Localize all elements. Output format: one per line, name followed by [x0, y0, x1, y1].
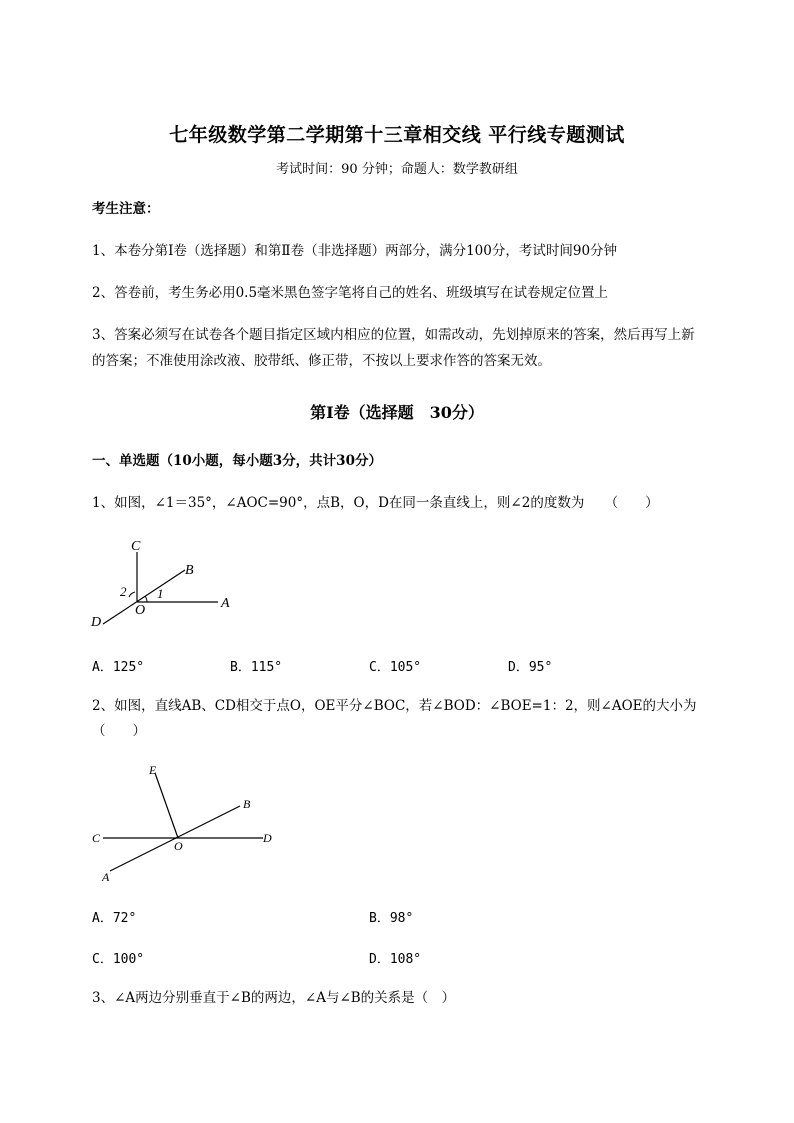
question-1-option-a[interactable]: A．125° — [92, 660, 145, 675]
part-heading: 一、单选题（10小题，每小题3分，共计30分） — [92, 453, 382, 469]
label-d: D — [263, 831, 272, 845]
label-b: B — [185, 563, 194, 578]
label-a: A — [102, 870, 110, 884]
page-title: 七年级数学第二学期第十三章相交线 平行线专题测试 — [169, 124, 625, 146]
question-2-option-d[interactable]: D．108° — [369, 952, 422, 967]
label-o: O — [174, 839, 183, 853]
question-1-option-c[interactable]: C．105° — [369, 660, 422, 675]
label-d: D — [91, 615, 102, 630]
exam-info: 考试时间：90 分钟；命题人：数学教研组 — [276, 162, 518, 177]
ray-oe — [155, 773, 178, 838]
label-c: C — [92, 831, 101, 845]
notice-item-3: 3、答案必须写在试卷各个题目指定区域内相应的位置，如需改动，先划掉原来的答案，然后再写上新 — [92, 327, 695, 343]
section-title: 第Ⅰ卷（选择题 30分） — [310, 403, 484, 422]
label-angle-1: 1 — [157, 586, 164, 601]
question-1-stem: 1、如图，∠1＝35°，∠AOC=90°，点B，O，D在同一条直线上，则∠2的度数为 （ ） — [92, 495, 659, 511]
label-c: C — [131, 539, 141, 554]
question-2-option-b[interactable]: B．98° — [369, 911, 414, 926]
label-o: O — [135, 603, 146, 618]
label-a: A — [221, 596, 230, 611]
question-2-figure — [85, 758, 285, 888]
question-2-stem-cont: （ ） — [92, 723, 146, 739]
angle-2-arc — [129, 592, 135, 597]
label-e: E — [149, 763, 157, 777]
label-angle-2: 2 — [120, 584, 127, 599]
question-1-option-d[interactable]: D．95° — [508, 660, 553, 675]
question-2-stem: 2、如图，直线AB、CD相交于点O，OE平分∠BOC，若∠BOD：∠BOE=1：2，则∠AOE的大小为 — [92, 698, 697, 714]
question-1-option-b[interactable]: B．115° — [230, 660, 283, 675]
notice-item-1: 1、本卷分第Ⅰ卷（选择题）和第Ⅱ卷（非选择题）两部分，满分100分，考试时间90分钟 — [92, 243, 618, 259]
question-2-option-a[interactable]: A．72° — [92, 911, 137, 926]
question-2-option-c[interactable]: C．100° — [92, 952, 145, 967]
angle-1-arc — [145, 596, 147, 602]
notice-heading: 考生注意： — [92, 201, 160, 217]
notice-item-3-cont: 的答案；不准使用涂改液、胶带纸、修正带，不按以上要求作答的答案无效。 — [92, 353, 551, 369]
question-1-figure — [85, 530, 255, 635]
question-3-stem: 3、∠A两边分别垂直于∠B的两边，∠A与∠B的关系是（ ） — [92, 990, 456, 1006]
label-b: B — [243, 797, 251, 811]
notice-item-2: 2、答卷前，考生务必用0.5毫米黑色签字笔将自己的姓名、班级填写在试卷规定位置上 — [92, 285, 609, 301]
